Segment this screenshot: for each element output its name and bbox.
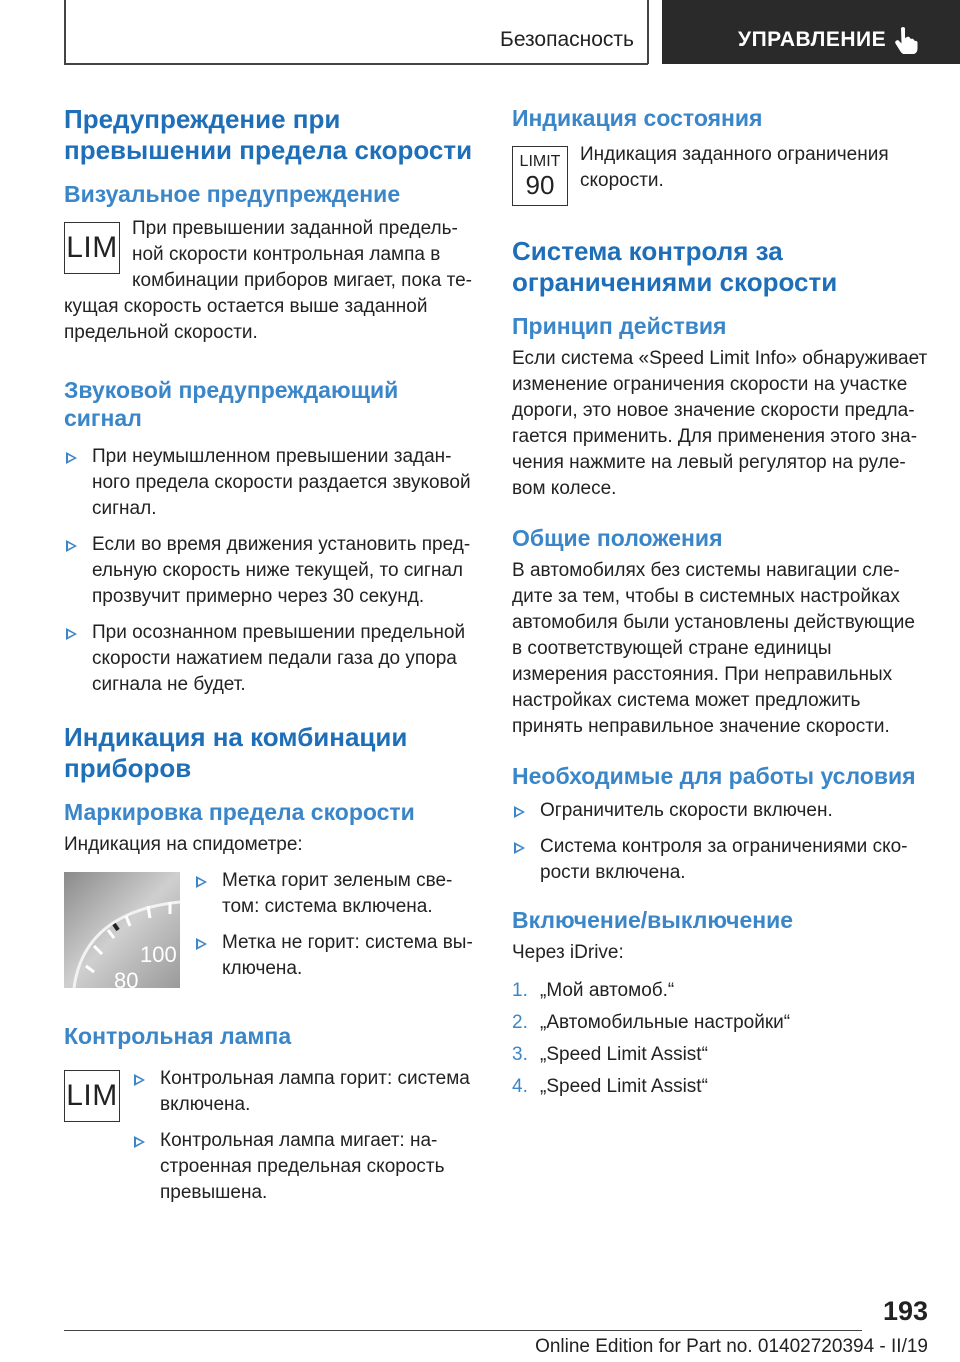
limit-90-indicator-icon [512,146,568,206]
speedo-block [64,868,478,994]
heading-on-off: Включение/выключение [512,907,794,933]
list-item: 4. „Speed Limit Assist“ [512,1076,708,1097]
triangle-bullet-icon [514,806,525,818]
steps-list [512,978,928,1100]
hand-pointer-icon [893,26,919,54]
heading-status-indication: Индикация состояния [512,105,763,131]
marking-intro-text: Индикация на спидометре: [64,834,303,855]
right-column [512,100,928,1100]
heading-control-lamp: Контрольная лампа [64,1023,292,1049]
status-block [512,142,928,212]
list-item: Ограничитель скорости включен. [512,798,928,824]
status-text: Индикация заданного ограничения скорости. [580,144,889,191]
heading-speed-limit-marking: Маркировка предела скорости [64,799,415,825]
triangle-bullet-icon [134,1136,145,1148]
header-left-rule [64,0,66,64]
triangle-bullet-icon [66,540,77,552]
lamp-block [64,1066,478,1206]
heading-cluster-indication: Индикация на комбинации приборов [64,722,408,783]
left-column [64,100,478,1206]
list-item: 2. „Автомобильные настройки“ [512,1012,791,1033]
speedometer-image [64,872,180,988]
heading-speed-limit-control: Система контроля за ограничениями скорости [512,236,838,297]
speedo-label-80: 80 [114,968,139,988]
triangle-bullet-icon [196,938,207,950]
lim-indicator-icon [64,222,120,274]
lim-label: LIM [66,231,118,264]
lim-label: LIM [66,1079,118,1112]
lamp-list [132,1066,478,1206]
header-bottom-rule [64,63,648,65]
list-item: Метка не горит: система выключена. [194,930,478,982]
list-item: Метка горит зеленым светом: система включена. [194,868,478,920]
heading-visual-warning: Визуальное предупреждение [64,181,401,207]
header-chapter-title: УПРАВЛЕНИЕ [738,28,887,51]
lim-indicator-icon [64,1070,120,1122]
principle-text: Если система «Speed Limit Info» обнаруживает изменение ограничения скорости на участке дороги, это новое значение скорости предлагается применить. Для применения этого значения нажмите на левый регулятор на рулевом колесе. [512,348,928,499]
visual-warning-block [64,216,478,346]
triangle-bullet-icon [514,842,525,854]
limit-label: LIMIT [519,153,561,170]
heading-principle: Принцип действия [512,313,727,339]
header-separator [647,0,649,64]
header-section-title: Безопасность [500,28,634,51]
list-item: 3. „Speed Limit Assist“ [512,1044,708,1065]
list-item: 1. „Мой автомоб.“ [512,980,675,1001]
triangle-bullet-icon [66,452,77,464]
footer-rule [64,1330,862,1331]
speedo-label-100: 100 [140,942,177,967]
list-item: Контрольная лампа горит: система включена. [132,1066,478,1118]
list-item: Система контроля за ограничениями скорости включена. [512,834,928,886]
heading-conditions: Необходимые для работы условия [512,763,916,789]
heading-general: Общие положения [512,525,723,551]
page-number: 193 [882,1296,928,1326]
conditions-list [512,798,928,886]
triangle-bullet-icon [196,876,207,888]
on-off-intro: Через iDrive: [512,942,624,963]
list-item: Контрольная лампа мигает: настроенная предельная скорость превышена. [132,1128,478,1206]
triangle-bullet-icon [66,628,77,640]
list-item: Если во время движения установить предельную скорость ниже текущей, то сигнал прозвучит примерно через 30 секунд. [64,532,478,610]
general-text: В автомобилях без системы навигации следите за тем, чтобы в системных настройках автомобиля были установлены действующие в соответствующей стране единицы измерения расстояния. При неправильных настройках система может предложить принять неправильное значение скорости. [512,560,915,737]
triangle-bullet-icon [134,1074,145,1086]
heading-overspeed-warning: Предупреждение при превышении предела скорости [64,104,473,165]
limit-value: 90 [525,170,555,200]
visual-warning-text: При превышении заданной предельной скорости контрольная лампа в комбинации приборов мигает, пока текущая скорость остается выше заданной предельной скорости. [64,218,472,343]
footer-edition: Online Edition for Part no. 01402720394 - II/19 [535,1336,928,1357]
list-item: При осознанном превышении предельной скорости нажатием педали газа до упора сигнала не будет. [64,620,478,698]
marking-list [194,868,478,982]
sound-warning-list [64,444,478,698]
list-item: При неумышленном превышении заданного предела скорости раздается звуковой сигнал. [64,444,478,522]
heading-sound-warning: Звуковой предупреждающий сигнал [64,377,399,431]
